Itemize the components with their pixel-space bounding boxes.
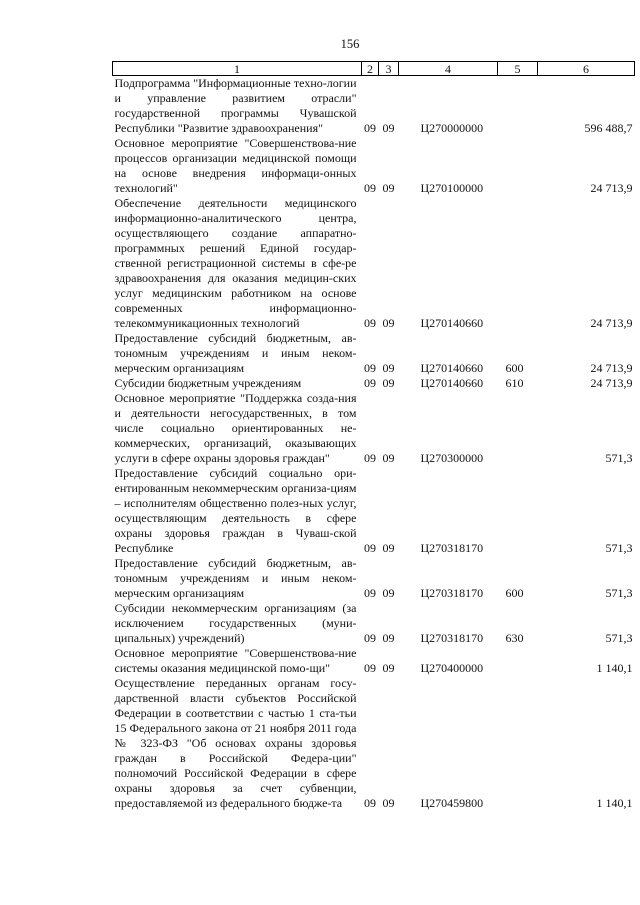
row-expense-type-cell: 600 (505, 361, 524, 375)
row-subsection-cell: 09 (382, 376, 395, 390)
column-header-subsection: 3 (379, 62, 399, 76)
row-subsection-cell: 09 (382, 631, 395, 645)
row-subsection-cell: 09 (382, 661, 395, 675)
row-expense-type-cell (498, 76, 538, 137)
row-target-article-cell: Ц270400000 (420, 661, 484, 675)
row-section-cell: 09 (364, 361, 376, 375)
row-name-cell: Предоставление субсидий бюджетным, ав-тономным учреждениям и иным неком-мерческим организациям (114, 556, 357, 600)
column-header-expense-type: 5 (498, 62, 538, 76)
row-subsection-cell: 09 (382, 121, 395, 135)
row-section-cell: 09 (364, 376, 376, 390)
column-header-target-article: 4 (399, 62, 498, 76)
row-subsection-cell: 09 (382, 316, 395, 330)
row-subsection-cell: 09 (382, 796, 395, 810)
row-target-article-cell: Ц270140660 (420, 361, 484, 375)
row-section-cell: 09 (364, 661, 376, 675)
row-name-cell: Осуществление переданных органам госу-дарственной власти субъектов Российской Федерации в соответствии с частью 1 ста-тьи 15 Федерального закона от 21 ноября 2011 года № 323-ФЗ "Об основах охраны здоровья граждан в Российской Федера-ции" полномочий Российской Федерации в сфере охраны здоровья за счет субвенции, предоставляемой из федерального бюдже-та (114, 676, 357, 810)
row-subsection-cell: 09 (382, 181, 395, 195)
row-name-cell: Подпрограмма "Информационные техно-логии и управление развитием отрасли" государственной программы Чувашской Республики "Развитие здравоохранения" (114, 76, 357, 135)
row-section-cell: 09 (364, 631, 376, 645)
row-target-article-cell: Ц270459800 (420, 796, 484, 810)
row-target-article-cell: Ц270318170 (420, 541, 484, 555)
row-name-cell: Основное мероприятие "Поддержка созда-ния и деятельности негосударственных, в том числе социально ориентированных не-коммерческих, организаций, оказывающих услуги в сфере охраны здоровья граждан" (114, 391, 357, 465)
row-subsection-cell: 09 (382, 361, 395, 375)
row-expense-type-cell (498, 196, 538, 331)
column-header-section: 2 (362, 62, 379, 76)
row-name-cell: Обеспечение деятельности медицинского информационно-аналитического центра, осуществляющего создание аппаратно-программных решений Единой государ-ственной регистрационной системы в сфе-ре здравоохранения для оказания медицин-ских услуг медицинским работником на основе современных информационно-телекоммуникационных технологий (114, 196, 357, 330)
row-expense-type-cell: 630 (505, 631, 524, 645)
row-amount-cell: 571,3 (605, 586, 633, 600)
row-subsection-cell: 09 (382, 541, 395, 555)
table-row (113, 646, 635, 676)
table-row (113, 601, 635, 646)
table-row (113, 556, 635, 601)
row-section-cell: 09 (364, 121, 376, 135)
column-number-header (113, 62, 635, 76)
row-expense-type-cell (498, 646, 538, 676)
row-name-cell: Предоставление субсидий бюджетным, ав-тономным учреждениям и иным неком-мерческим организациям (114, 331, 357, 375)
row-expense-type-cell: 600 (505, 586, 524, 600)
table-row (113, 196, 635, 331)
row-target-article-cell: Ц270140660 (420, 316, 484, 330)
row-section-cell: 09 (364, 796, 376, 810)
row-subsection-cell: 09 (382, 586, 395, 600)
row-amount-cell: 571,3 (605, 541, 633, 555)
column-header-amount: 6 (538, 62, 635, 76)
row-target-article-cell: Ц270140660 (420, 376, 484, 390)
row-amount-cell: 1 140,1 (596, 796, 633, 810)
table-row (113, 676, 635, 811)
row-amount-cell: 596 488,7 (584, 121, 633, 135)
table-row (113, 331, 635, 376)
row-target-article-cell: Ц270000000 (420, 121, 484, 135)
row-section-cell: 09 (364, 451, 376, 465)
page-number: 156 (340, 37, 360, 51)
table-row (113, 391, 635, 466)
table-row (113, 136, 635, 196)
row-amount-cell: 24 713,9 (590, 316, 633, 330)
row-expense-type-cell (498, 466, 538, 556)
table-row (113, 466, 635, 556)
table-row (113, 76, 635, 137)
row-section-cell: 09 (364, 181, 376, 195)
row-target-article-cell: Ц270300000 (420, 451, 484, 465)
row-name-cell: Субсидии некоммерческим организациям (за исключением государственных (муни-ципальных) учреждений) (114, 601, 357, 645)
row-name-cell: Субсидии бюджетным учреждениям (114, 376, 302, 390)
budget-table (112, 61, 635, 811)
row-expense-type-cell: 610 (505, 376, 524, 390)
row-target-article-cell: Ц270100000 (420, 181, 484, 195)
row-name-cell: Основное мероприятие "Совершенствова-ние системы оказания медицинской помо-щи" (114, 646, 357, 675)
row-section-cell: 09 (364, 586, 376, 600)
row-target-article-cell: Ц270318170 (420, 631, 484, 645)
row-expense-type-cell (498, 391, 538, 466)
column-header-name: 1 (113, 62, 362, 76)
row-amount-cell: 24 713,9 (590, 376, 633, 390)
row-amount-cell: 571,3 (605, 631, 633, 645)
row-name-cell: Предоставление субсидий социально ори-ентированным некоммерческим организа-циям – исполнителям общественно полез-ных услуг, осуществляющим деятельность в сфере охраны здоровья граждан в Чуваш-ской Республике (114, 466, 357, 555)
row-amount-cell: 24 713,9 (590, 361, 633, 375)
row-expense-type-cell (498, 676, 538, 811)
row-name-cell: Основное мероприятие "Совершенствова-ние процессов организации медицинской помощи на основе внедрения информаци-онных технологий" (114, 136, 357, 195)
row-amount-cell: 1 140,1 (596, 661, 633, 675)
row-amount-cell: 571,3 (605, 451, 633, 465)
row-section-cell: 09 (364, 316, 376, 330)
row-amount-cell: 24 713,9 (590, 181, 633, 195)
row-target-article-cell: Ц270318170 (420, 586, 484, 600)
row-section-cell: 09 (364, 541, 376, 555)
row-subsection-cell: 09 (382, 451, 395, 465)
table-row (113, 376, 635, 391)
row-expense-type-cell (498, 136, 538, 196)
